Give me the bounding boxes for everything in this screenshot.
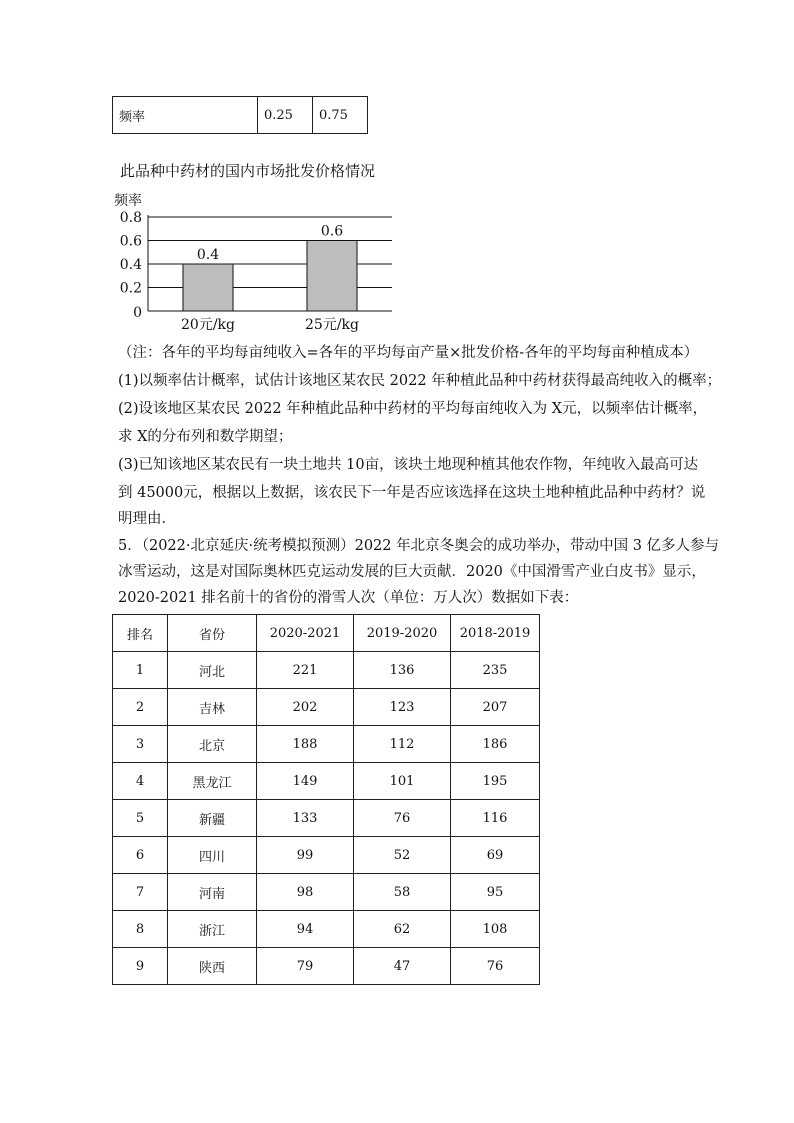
x-tick-label: 25元/kg [305, 317, 359, 333]
bar-value-label: 0.6 [320, 223, 344, 240]
cell-2019-2020: 101 [354, 763, 451, 800]
cell-2018-2019: 108 [451, 911, 540, 948]
question-3-line-3: 明理由． [118, 511, 176, 527]
cell-2018-2019: 235 [451, 652, 540, 689]
cell-province: 浙江 [168, 911, 257, 948]
cell-rank: 8 [113, 911, 168, 948]
bar [183, 264, 233, 311]
table-row [113, 763, 540, 800]
frequency-label: 频率 [113, 97, 258, 134]
question-1: (1)以频率估计概率，试估计该地区某农民 2022 年种植此品种中药材获得最高纯收入的概率； [118, 373, 722, 389]
cell-2020-2021: 94 [257, 911, 354, 948]
cell-2019-2020: 76 [354, 800, 451, 837]
bar-value-label: 0.4 [196, 247, 220, 263]
cell-2019-2020: 52 [354, 837, 451, 874]
cell-2020-2021: 133 [257, 800, 354, 837]
cell-2018-2019: 76 [451, 948, 540, 985]
header-2020-2021: 2020-2021 [257, 615, 354, 652]
table-row [113, 800, 540, 837]
y-tick-label: 0.6 [119, 233, 142, 250]
table-row [113, 837, 540, 874]
table-row [113, 911, 540, 948]
cell-2019-2020: 123 [354, 689, 451, 726]
cell-2019-2020: 47 [354, 948, 451, 985]
cell-province: 北京 [168, 726, 257, 763]
cell-province: 新疆 [168, 800, 257, 837]
frequency-value-1: 0.25 [258, 97, 313, 134]
price-frequency-chart [100, 185, 410, 335]
cell-2019-2020: 112 [354, 726, 451, 763]
y-axis-label: 频率 [114, 193, 142, 209]
cell-2020-2021: 221 [257, 652, 354, 689]
table-header-row [113, 615, 540, 652]
y-tick-label: 0 [133, 305, 142, 321]
cell-2020-2021: 79 [257, 948, 354, 985]
question-3-line-1: (3)已知该地区某农民有一块土地共 10亩，该块土地现种植其他农作物，年纯收入最高可达 [118, 457, 699, 473]
cell-rank: 5 [113, 800, 168, 837]
cell-province: 四川 [168, 837, 257, 874]
chart-title: 此品种中药材的国内市场批发价格情况 [120, 162, 376, 180]
header-2018-2019: 2018-2019 [451, 615, 540, 652]
bar [307, 241, 357, 312]
cell-2020-2021: 202 [257, 689, 354, 726]
problem-5-line-1: 5．（2022·北京延庆·统考模拟预测）2022 年北京冬奥会的成功举办，带动中国 3 亿多人参与 [118, 538, 720, 554]
table-row [113, 874, 540, 911]
cell-province: 黑龙江 [168, 763, 257, 800]
table-row [113, 948, 540, 985]
problem-5-line-2: 冰雪运动，这是对国际奥林匹克运动发展的巨大贡献．2020《中国滑雪产业白皮书》显示， [118, 564, 706, 580]
y-tick-label: 0.2 [119, 280, 142, 297]
question-2-line-2: 求 X的分布列和数学期望； [118, 429, 293, 445]
ski-visits-table [112, 614, 540, 985]
cell-rank: 9 [113, 948, 168, 985]
note-text: （注：各年的平均每亩纯收入=各年的平均每亩产量×批发价格-各年的平均每亩种植成本） [118, 345, 699, 361]
cell-province: 吉林 [168, 689, 257, 726]
cell-2018-2019: 116 [451, 800, 540, 837]
cell-2019-2020: 58 [354, 874, 451, 911]
question-3-line-2: 到 45000元，根据以上数据，该农民下一年是否应该选择在这块土地种植此品种中药材？说 [118, 485, 706, 501]
question-2-line-1: (2)设该地区某农民 2022 年种植此品种中药材的平均每亩纯收入为 X元，以频率估计概率， [118, 401, 708, 417]
cell-2018-2019: 195 [451, 763, 540, 800]
problem-5-line-3: 2020-2021 排名前十的省份的滑雪人次（单位：万人次）数据如下表： [118, 590, 579, 606]
x-tick-label: 20元/kg [181, 317, 235, 333]
y-tick-label: 0.8 [119, 210, 142, 226]
cell-2018-2019: 186 [451, 726, 540, 763]
cell-rank: 3 [113, 726, 168, 763]
cell-2018-2019: 95 [451, 874, 540, 911]
cell-rank: 7 [113, 874, 168, 911]
cell-rank: 6 [113, 837, 168, 874]
table-row [113, 726, 540, 763]
frequency-row [113, 97, 368, 134]
y-tick-label: 0.4 [119, 257, 142, 273]
table-row [113, 652, 540, 689]
cell-province: 陕西 [168, 948, 257, 985]
header-2019-2020: 2019-2020 [354, 615, 451, 652]
cell-rank: 4 [113, 763, 168, 800]
cell-2018-2019: 207 [451, 689, 540, 726]
cell-rank: 1 [113, 652, 168, 689]
header-rank: 排名 [113, 615, 168, 652]
cell-rank: 2 [113, 689, 168, 726]
cell-2020-2021: 188 [257, 726, 354, 763]
frequency-value-2: 0.75 [313, 97, 368, 134]
cell-2020-2021: 98 [257, 874, 354, 911]
cell-2020-2021: 99 [257, 837, 354, 874]
table-row [113, 689, 540, 726]
cell-2018-2019: 69 [451, 837, 540, 874]
cell-2019-2020: 62 [354, 911, 451, 948]
cell-province: 河南 [168, 874, 257, 911]
header-province: 省份 [168, 615, 257, 652]
frequency-table [112, 96, 368, 134]
cell-2020-2021: 149 [257, 763, 354, 800]
cell-province: 河北 [168, 652, 257, 689]
cell-2019-2020: 136 [354, 652, 451, 689]
